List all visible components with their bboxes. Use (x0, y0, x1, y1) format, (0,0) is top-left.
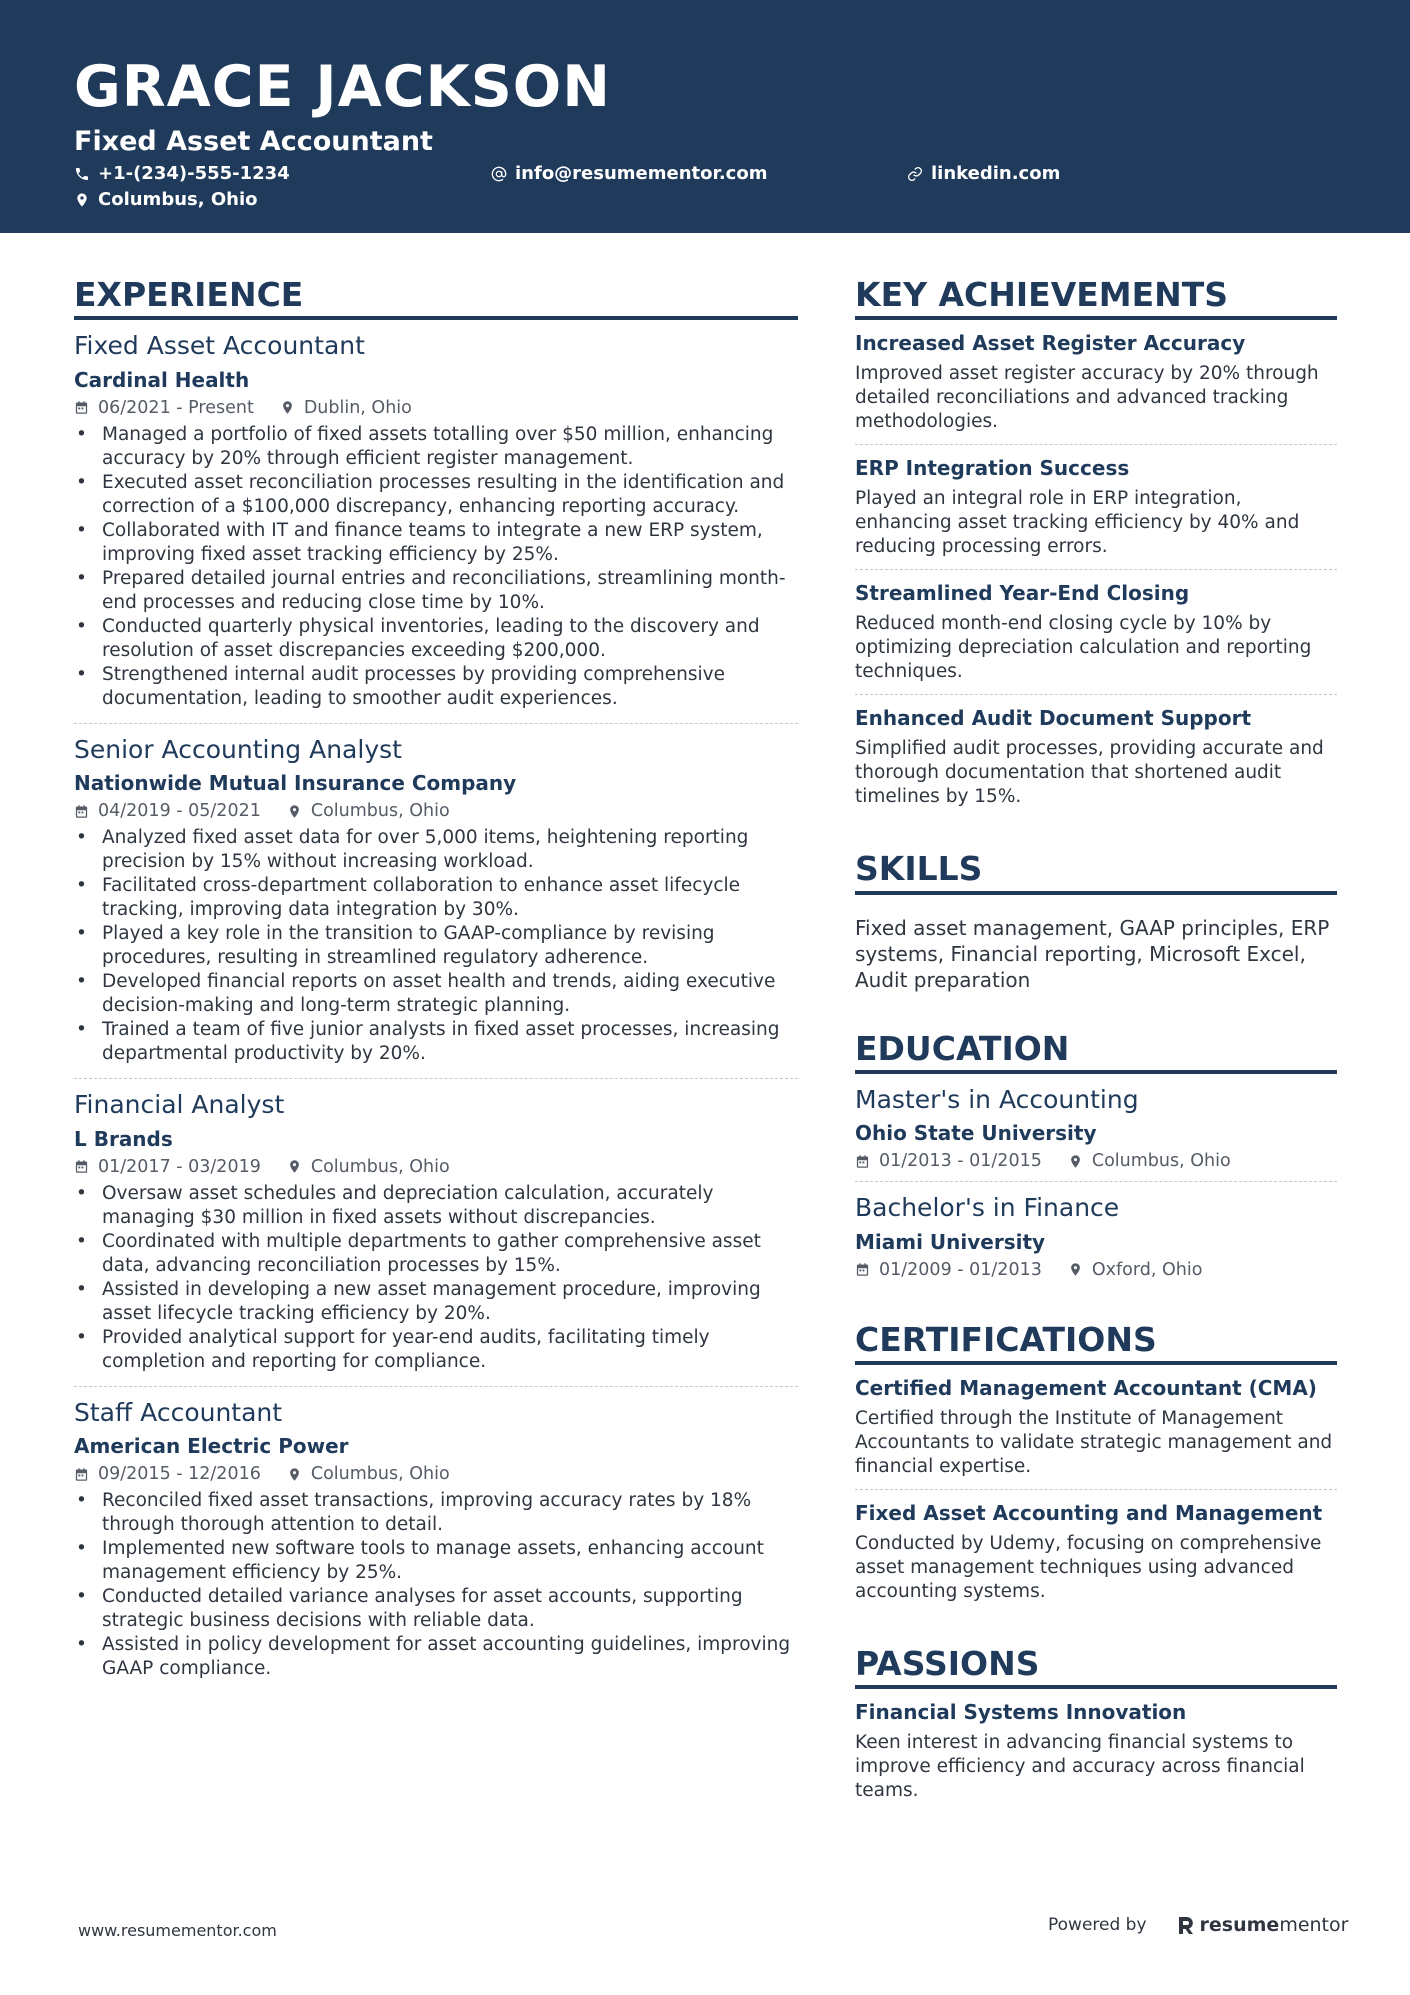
job-company: Cardinal Health (74, 367, 250, 392)
certification-title: Certified Management Accountant (CMA) (855, 1376, 1317, 1401)
job-location: Dublin, Ohio (303, 397, 412, 418)
job-role: Fixed Asset Accountant (74, 331, 365, 361)
location-pin-icon (287, 804, 302, 819)
job-meta (74, 1157, 798, 1177)
email-text: info@resumementor.com (515, 163, 768, 184)
achievement-title: ERP Integration Success (855, 456, 1130, 481)
calendar-icon (855, 1262, 870, 1277)
job-dates: 04/2019 - 05/2021 (98, 801, 261, 822)
location-pin-icon (280, 400, 295, 415)
contact-email[interactable] (491, 163, 767, 184)
job-entry (74, 1079, 798, 1387)
calendar-icon (74, 400, 89, 415)
passions-list (855, 1689, 1337, 1813)
footer-branding (1048, 1914, 1348, 1936)
location-pin-icon (287, 1159, 302, 1174)
calendar-icon (855, 1154, 870, 1169)
resumementor-logo[interactable] (1177, 1914, 1349, 1936)
education-degree: Master's in Accounting (855, 1084, 1139, 1114)
job-meta (74, 1464, 798, 1484)
job-entry (74, 724, 798, 1080)
candidate-title: Fixed Asset Accountant (74, 126, 433, 157)
job-bullet: • Oversaw asset schedules and depreciation calculation, accurately managing $30 million in fixed assets without discrepancies. (74, 1182, 798, 1230)
job-meta (74, 801, 798, 821)
powered-by-label: Powered by (1048, 1915, 1147, 1935)
resumementor-logo-icon (1177, 1915, 1195, 1935)
achievement-title: Enhanced Audit Document Support (855, 706, 1252, 731)
achievement-description: Reduced month-end closing cycle by 10% by optimizing depreciation calculation and reporting techniques. (855, 613, 1312, 683)
job-bullet: • Conducted detailed variance analyses for asset accounts, supporting strategic business decisions with reliable data. (74, 1585, 798, 1633)
skills-heading: SKILLS (855, 851, 1337, 894)
achievement-description: Simplified audit processes, providing accurate and thorough documentation that shortened audit timelines by 15%. (855, 738, 1324, 808)
education-item (855, 1074, 1337, 1183)
job-bullets (74, 423, 798, 711)
education-degree: Bachelor's in Finance (855, 1193, 1120, 1223)
job-bullet: • Conducted quarterly physical inventories, leading to the discovery and resolution of asset discrepancies exceeding $200,000. (74, 615, 798, 663)
education-meta (855, 1151, 1337, 1171)
job-dates: 09/2015 - 12/2016 (98, 1464, 261, 1485)
job-bullet: • Analyzed fixed asset data for over 5,000 items, heightening reporting precision by 15% without increasing workload. (74, 826, 798, 874)
job-company: Nationwide Mutual Insurance Company (74, 771, 517, 796)
experience-list (74, 320, 798, 1693)
education-location: Oxford, Ohio (1091, 1259, 1203, 1280)
job-bullet: • Strengthened internal audit processes by providing comprehensive documentation, leading to smoother audit experiences. (74, 663, 798, 711)
job-company: American Electric Power (74, 1434, 349, 1459)
job-bullet: • Facilitated cross-department collaboration to enhance asset lifecycle tracking, improving data integration by 30%. (74, 874, 798, 922)
experience-heading: EXPERIENCE (74, 277, 798, 320)
job-entry (74, 320, 798, 724)
job-bullet: • Prepared detailed journal entries and reconciliations, streamlining month-end processes and reducing close time by 10%. (74, 567, 798, 615)
job-bullet: • Coordinated with multiple departments to gather comprehensive asset data, advancing reconciliation processes by 15%. (74, 1230, 798, 1278)
phone-text: +1-(234)-555-1234 (98, 163, 290, 184)
location-pin-icon (1068, 1154, 1083, 1169)
education-item (855, 1182, 1337, 1290)
skills-text: Fixed asset management, GAAP principles, ERP systems, Financial reporting, Microsoft Excel, Audit preparation (855, 915, 1330, 992)
job-bullet: • Reconciled fixed asset transactions, improving accuracy rates by 18% through thorough attention to detail. (74, 1489, 798, 1537)
job-bullets (74, 1182, 798, 1374)
job-entry (74, 1387, 798, 1694)
calendar-icon (74, 1467, 89, 1482)
location-pin-icon (74, 192, 90, 208)
achievement-description: Improved asset register accuracy by 20% through detailed reconciliations and advanced tracking methodologies. (855, 363, 1319, 433)
education-heading: EDUCATION (855, 1031, 1337, 1074)
logo-text-bold: resume (1199, 1914, 1280, 1936)
achievements-heading: KEY ACHIEVEMENTS (855, 277, 1337, 320)
certifications-heading: CERTIFICATIONS (855, 1322, 1337, 1365)
certification-description: Certified through the Institute of Management Accountants to validate strategic management and financial expertise. (855, 1408, 1333, 1478)
job-company: L Brands (74, 1126, 173, 1151)
job-bullet: • Assisted in policy development for asset accounting guidelines, improving GAAP compliance. (74, 1633, 798, 1681)
education-dates: 01/2013 - 01/2015 (879, 1151, 1042, 1172)
certification-item (855, 1365, 1337, 1490)
job-bullet: • Collaborated with IT and finance teams to integrate a new ERP system, improving fixed asset tracking efficiency by 25%. (74, 519, 798, 567)
certification-item (855, 1490, 1337, 1614)
left-column (74, 277, 798, 1693)
achievement-item (855, 320, 1337, 445)
education-meta (855, 1260, 1337, 1280)
education-school: Ohio State University (855, 1121, 1097, 1146)
education-list (855, 1074, 1337, 1290)
footer-website[interactable]: www.resumementor.com (78, 1921, 277, 1940)
job-dates: 06/2021 - Present (98, 397, 254, 418)
job-bullet: • Executed asset reconciliation processes resulting in the identification and correction of a $100,000 discrepancy, enhancing reporting accuracy. (74, 471, 798, 519)
job-bullet: • Provided analytical support for year-end audits, facilitating timely completion and reporting for compliance. (74, 1326, 798, 1374)
job-bullets (74, 826, 798, 1066)
passion-title: Financial Systems Innovation (855, 1700, 1187, 1725)
link-icon (907, 166, 923, 182)
phone-icon (74, 166, 90, 182)
location-pin-icon (1068, 1262, 1083, 1277)
contact-location (74, 189, 258, 210)
job-bullet: • Implemented new software tools to manage assets, enhancing account management efficiency by 25%. (74, 1537, 798, 1585)
job-dates: 01/2017 - 03/2019 (98, 1156, 261, 1177)
achievement-title: Increased Asset Register Accuracy (855, 331, 1246, 356)
calendar-icon (74, 1159, 89, 1174)
achievement-title: Streamlined Year-End Closing (855, 581, 1190, 606)
job-bullets (74, 1489, 798, 1681)
achievement-description: Played an integral role in ERP integration, enhancing asset tracking efficiency by 40% and reducing processing errors. (855, 488, 1300, 558)
education-location: Columbus, Ohio (1091, 1151, 1231, 1172)
achievements-list (855, 320, 1337, 819)
resume-header (0, 0, 1410, 233)
education-school: Miami University (855, 1229, 1046, 1254)
job-location: Columbus, Ohio (310, 1464, 450, 1485)
calendar-icon (74, 804, 89, 819)
job-role: Financial Analyst (74, 1090, 285, 1120)
right-column (855, 277, 1337, 1813)
job-bullet: • Managed a portfolio of fixed assets totalling over $50 million, enhancing accuracy by 20% through efficient register management. (74, 423, 798, 471)
logo-text-light: mentor (1279, 1914, 1349, 1936)
job-bullet: • Assisted in developing a new asset management procedure, improving asset lifecycle tracking efficiency by 20%. (74, 1278, 798, 1326)
certification-title: Fixed Asset Accounting and Management (855, 1501, 1323, 1526)
job-bullet: • Developed financial reports on asset health and trends, aiding executive decision-making and long-term strategic planning. (74, 970, 798, 1018)
job-bullet: • Played a key role in the transition to GAAP-compliance by revising procedures, resulting in streamlined regulatory adherence. (74, 922, 798, 970)
certification-description: Conducted by Udemy, focusing on comprehensive asset management techniques using advanced accounting systems. (855, 1533, 1322, 1603)
job-role: Senior Accounting Analyst (74, 734, 402, 764)
contact-phone[interactable] (74, 163, 290, 184)
job-role: Staff Accountant (74, 1397, 283, 1427)
candidate-name: GRACE JACKSON (74, 54, 611, 120)
certifications-list (855, 1365, 1337, 1614)
achievement-item (855, 570, 1337, 695)
job-location: Columbus, Ohio (310, 1156, 450, 1177)
education-dates: 01/2009 - 01/2013 (879, 1259, 1042, 1280)
job-meta (74, 398, 798, 418)
location-pin-icon (287, 1467, 302, 1482)
job-location: Columbus, Ohio (310, 801, 450, 822)
linkedin-text: linkedin.com (931, 163, 1061, 184)
job-bullet: • Trained a team of five junior analysts in fixed asset processes, increasing departmental productivity by 20%. (74, 1018, 798, 1066)
passion-description: Keen interest in advancing financial systems to improve efficiency and accuracy across financial teams. (855, 1732, 1305, 1802)
at-icon (491, 166, 507, 182)
achievement-item (855, 695, 1337, 819)
contact-linkedin[interactable] (907, 163, 1060, 184)
location-text: Columbus, Ohio (98, 189, 258, 210)
achievement-item (855, 445, 1337, 570)
passion-item (855, 1689, 1337, 1813)
passions-heading: PASSIONS (855, 1646, 1337, 1689)
